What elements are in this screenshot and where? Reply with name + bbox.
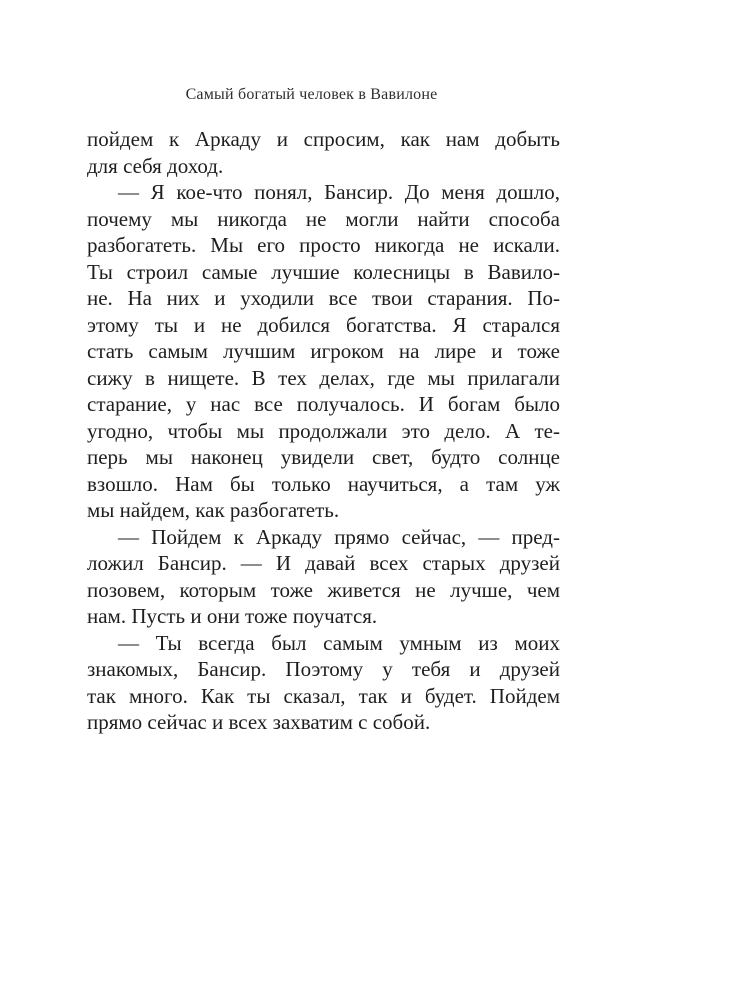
text-line: для себя доход. <box>87 153 224 178</box>
running-head: Самый богатый человек в Вавилоне <box>185 86 438 103</box>
text-line: — Ты всегда был самым умным из моих <box>118 630 560 655</box>
text-line: ложил Бансир. — И давай всех старых друзей <box>87 551 560 575</box>
text-line: мы найдем, как разбогатеть. <box>87 498 340 522</box>
text-line: Ты строил самые лучшие колесницы в Вавило- <box>87 259 560 284</box>
text-line: старание, у нас все получалось. И богам было <box>87 392 560 416</box>
text-block <box>87 126 560 736</box>
text-line: так много. Как ты сказал, так и будет. Пойдем <box>87 683 560 708</box>
text-line: не. На них и уходили все твои старания. По- <box>87 286 560 310</box>
text-line: этому ты и не добился богатства. Я старался <box>87 312 560 337</box>
text-line: пойдем к Аркаду и спросим, как нам добыть <box>87 127 560 151</box>
text-line: позовем, которым тоже живется не лучше, чем <box>87 577 560 602</box>
text-line: стать самым лучшим игроком на лире и тоже <box>87 339 560 363</box>
text-line: прямо сейчас и всех захватим с собой. <box>87 710 431 734</box>
text-line: угодно, чтобы мы продолжали это дело. А те- <box>87 418 560 443</box>
text-line: взошло. Нам бы только научиться, а там уж <box>87 471 560 496</box>
text-line: нам. Пусть и они тоже поучатся. <box>87 604 378 628</box>
text-line: перь мы наконец увидели свет, будто солнце <box>87 445 560 469</box>
text-line: — Пойдем к Аркаду прямо сейчас, — пред- <box>118 524 560 549</box>
paragraph <box>87 179 560 524</box>
paragraph <box>87 126 560 179</box>
paragraph <box>87 630 560 736</box>
text-line: — Я кое-что понял, Бансир. До меня дошло, <box>118 180 560 204</box>
text-line: разбогатеть. Мы его просто никогда не искали. <box>87 233 560 257</box>
text-line: знакомых, Бансир. Поэтому у тебя и друзей <box>87 657 560 681</box>
text-line: сижу в нищете. В тех делах, где мы прилагали <box>87 365 560 390</box>
paragraph <box>87 524 560 630</box>
text-line: почему мы никогда не могли найти способа <box>87 206 560 231</box>
